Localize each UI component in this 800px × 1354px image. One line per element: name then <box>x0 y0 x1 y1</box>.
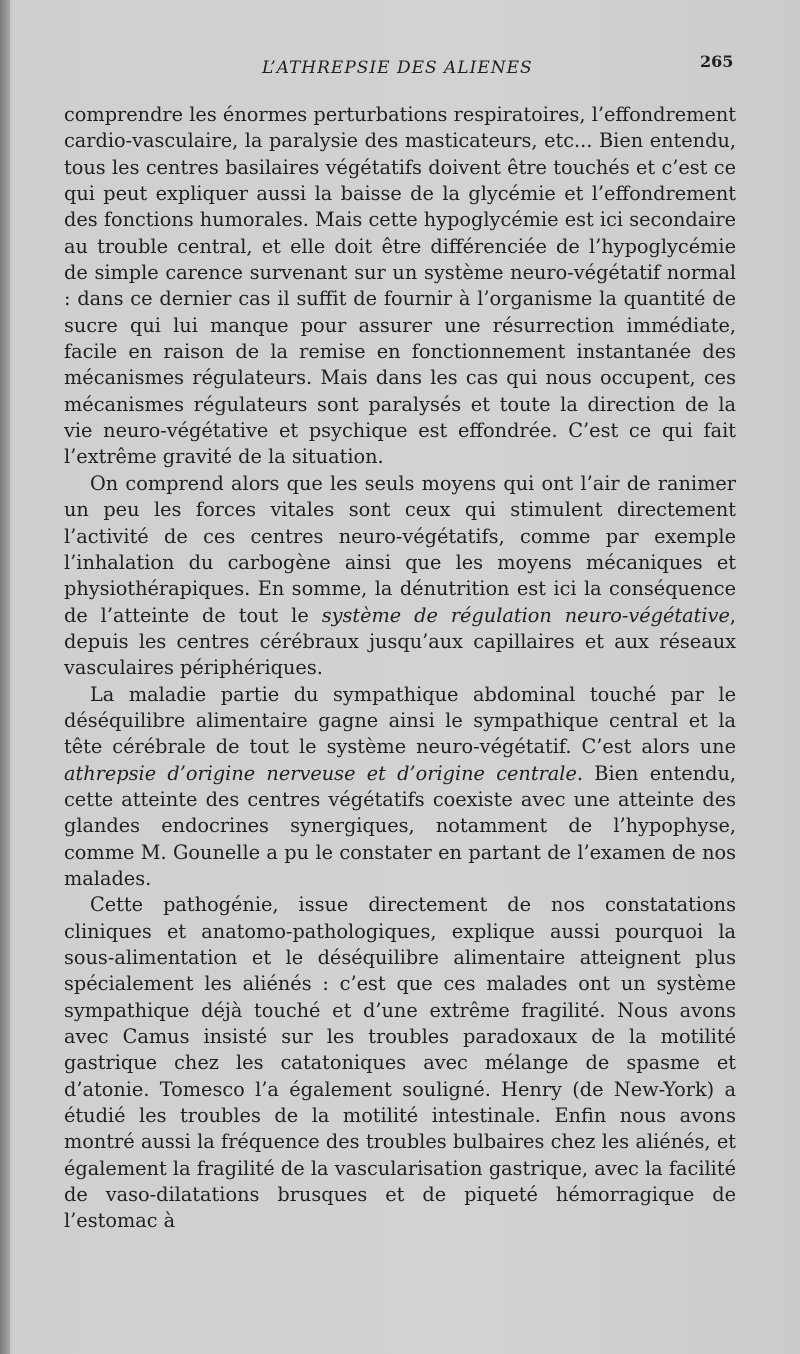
text-segment: Cette pathogénie, issue directement de nos constatations cliniques et anatomo-pathologiques, explique aussi pourquoi la sous-alimentation et le déséquilibre alimentaire atteignent plus spécialement les aliénés : c’est que ces malades ont un système sympathique déjà touché et d’une extrême fragilité. Nous avons avec Camus insisté sur les troubles paradoxaux de la motilité gastrique chez les catatoniques avec mélange de spasme et d’atonie. Tomesco l’a également souligné. Henry (de New-York) a étudié les troubles de la motilité intestinale. Enfin nous avons montré aussi la fréquence des troubles bulbaires chez les aliénés, et également la fragilité de la vascularisation gastrique, avec la facilité de vaso-dilatations brusques et de piqueté hémorragique de l’estomac à <box>64 893 736 1233</box>
italic-phrase: athrepsie d’origine nerveuse et d’origine centrale <box>64 761 577 785</box>
text-segment: . Bien entendu, cette atteinte des centres végétatifs coexiste avec une atteinte des glandes endocrines synergiques, notamment de l’hypophyse, comme M. Gounelle a pu le constater en partant de l’examen de nos malades. <box>64 761 736 890</box>
text-segment: , depuis les centres cérébraux jusqu’aux capillaires et aux réseaux vasculaires périphériques. <box>64 603 736 680</box>
binding-edge <box>0 0 10 1354</box>
text-segment: On comprend alors que les seuls moyens qui ont l’air de ranimer un peu les forces vitales sont ceux qui stimulent directement l’activité de ces centres neuro-végétatifs, comme par exemple l’inhalation du carbogène ainsi que les moyens mécaniques et physiothérapiques. En somme, la dénutrition est ici la conséquence de l’atteinte de tout le <box>64 471 736 627</box>
text-segment: La maladie partie du sympathique abdominal touché par le déséquilibre alimentaire gagne ainsi le sympathique central et la tête cérébrale de tout le système neuro-végétatif. C’est alors une <box>64 682 736 759</box>
page-number: 265 <box>700 52 734 71</box>
paragraph-p1 <box>64 102 736 471</box>
text-segment: comprendre les énormes perturbations respiratoires, l’effondrement cardio-vasculaire, la paralysie des masticateurs, etc... Bien entendu, tous les centres basilaires végétatifs doivent être touchés et c’est ce qui peut expliquer aussi la baisse de la glycémie et l’effondrement des fonctions humorales. Mais cette hypoglycémie est ici secondaire au trouble central, et elle doit être différenciée de l’hypoglycémie de simple carence survenant sur un système neuro-végétatif normal : dans ce dernier cas il suffit de fournir à l’organisme la quantité de sucre qui lui manque pour assurer une résurrection immédiate, facile en raison de la remise en fonctionnement instantanée des mécanismes régulateurs. Mais dans les cas qui nous occupent, ces mécanismes régulateurs sont paralysés et toute la direction de la vie neuro-végétative et psychique est effondrée. C’est ce qui fait l’extrême gravité de la situation. <box>64 103 736 469</box>
running-title: L’ATHREPSIE DES ALIENES <box>262 58 533 78</box>
paragraph-p3 <box>64 682 736 893</box>
italic-phrase: système de régulation neuro-végétative <box>321 603 730 627</box>
paragraph-p4 <box>64 892 736 1234</box>
paragraph-p2 <box>64 471 736 682</box>
body-text <box>64 102 736 1235</box>
